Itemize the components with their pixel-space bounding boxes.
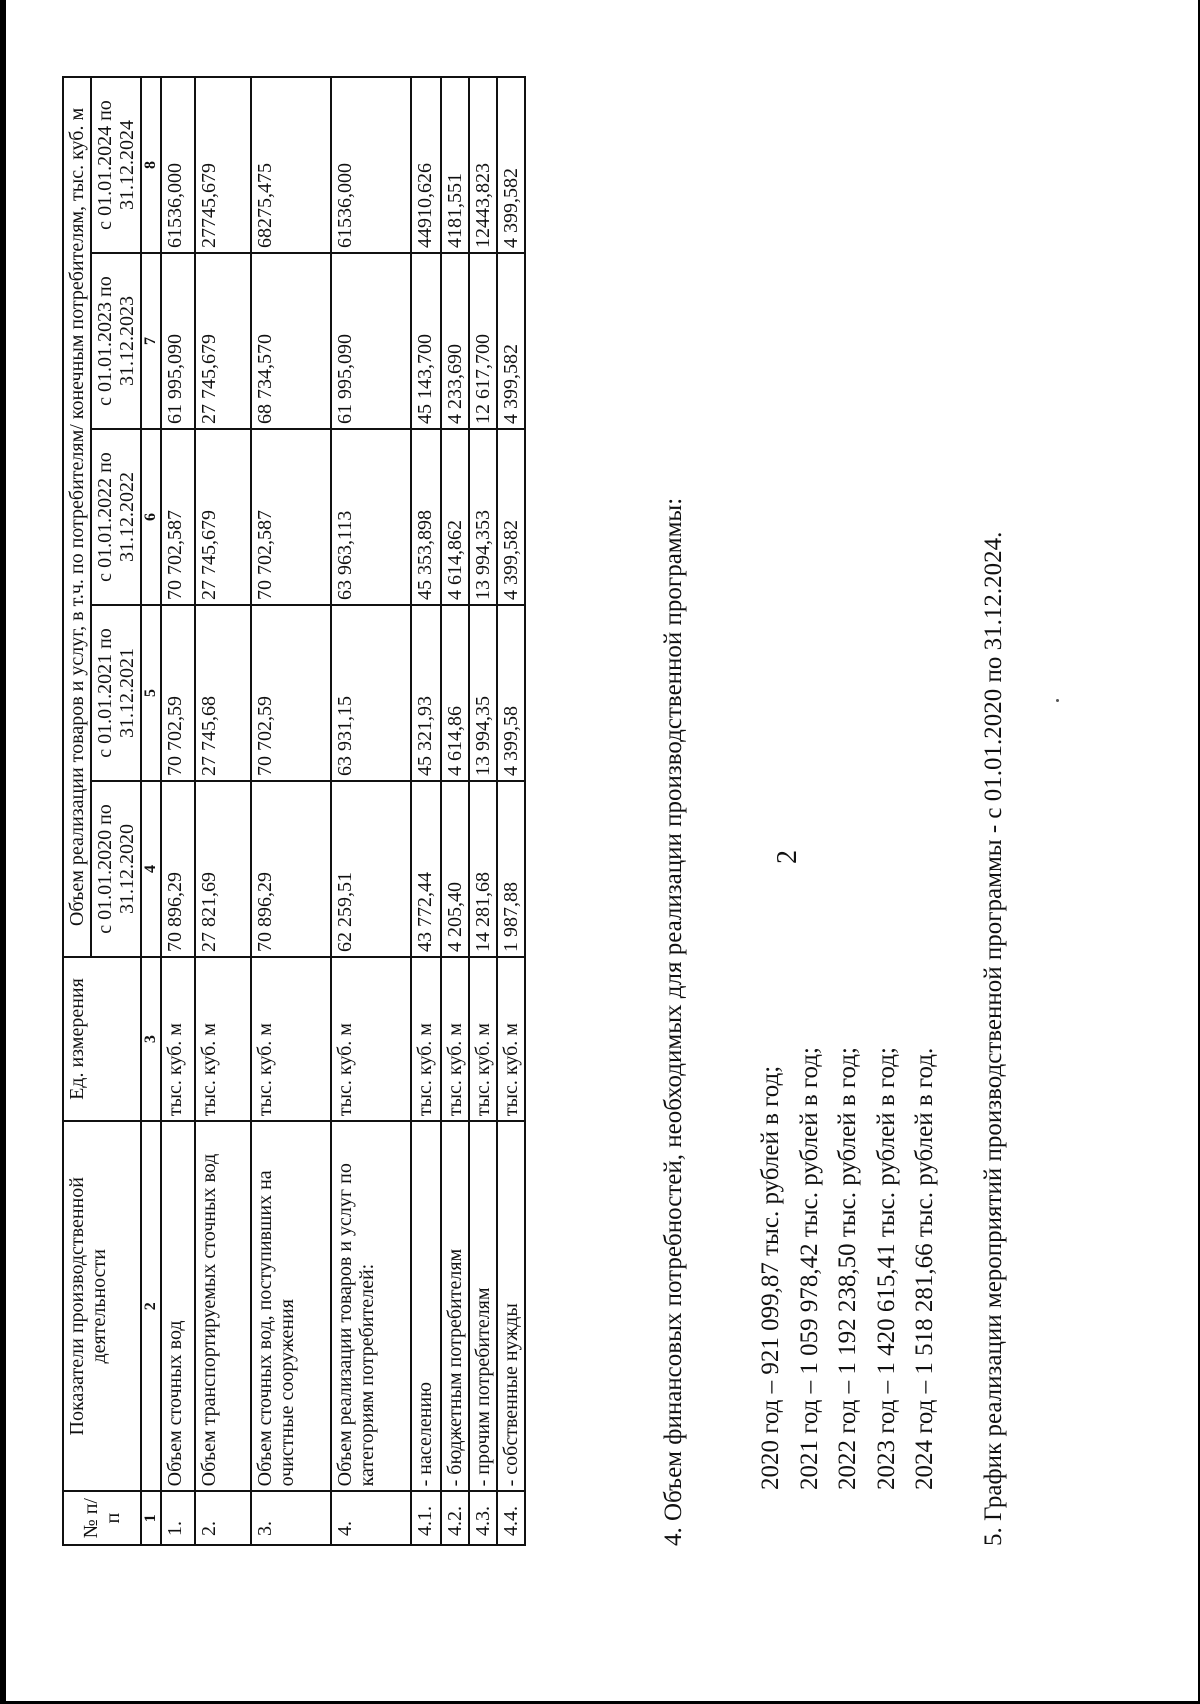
row-unit: тыс. куб. м xyxy=(469,957,497,1121)
header-indicator: Показатели производственной деятельности xyxy=(63,1121,141,1491)
row-unit: тыс. куб. м xyxy=(161,957,195,1121)
row-value: 1 987,88 xyxy=(497,781,525,957)
table-row xyxy=(161,77,195,1545)
row-number: 3. xyxy=(251,1491,331,1545)
header-period: с 01.01.2020 по 31.12.2020 xyxy=(91,781,141,957)
row-unit: тыс. куб. м xyxy=(195,957,251,1121)
row-number: 4.4. xyxy=(497,1491,525,1545)
row-unit: тыс. куб. м xyxy=(497,957,525,1121)
row-value: 70 702,59 xyxy=(251,605,331,781)
row-value: 13 994,35 xyxy=(469,605,497,781)
row-value: 27 745,679 xyxy=(195,253,251,429)
row-indicator-name: Объем сточных вод, поступивших на очистные сооружения xyxy=(251,1121,331,1491)
row-value: 43 772,44 xyxy=(411,781,441,957)
row-value: 61536,000 xyxy=(331,77,411,253)
header-period: с 01.01.2023 по 31.12.2023 xyxy=(91,253,141,429)
row-indicator-name: - населению xyxy=(411,1121,441,1491)
table-header-row xyxy=(63,77,91,1545)
financial-need-item: 2021 год – 1 059 978,42 тыс. рублей в год; xyxy=(795,1047,823,1490)
table-row xyxy=(195,77,251,1545)
row-indicator-name: Объем сточных вод xyxy=(161,1121,195,1491)
row-indicator-name: Объем реализации товаров и услуг по категориям потребителей: xyxy=(331,1121,411,1491)
row-indicator-name: - собственные нужды xyxy=(497,1121,525,1491)
row-value: 45 143,700 xyxy=(411,253,441,429)
row-value: 4 399,582 xyxy=(497,77,525,253)
row-value: 44910,626 xyxy=(411,77,441,253)
column-index: 1 xyxy=(141,1491,161,1545)
production-indicators-table xyxy=(62,76,526,1546)
row-unit: тыс. куб. м xyxy=(441,957,469,1121)
row-number: 4. xyxy=(331,1491,411,1545)
row-value: 61 995,090 xyxy=(331,253,411,429)
header-unit: Ед. измерения xyxy=(63,957,141,1121)
financial-need-item: 2020 год – 921 099,87 тыс. рублей в год; xyxy=(757,1065,784,1490)
row-value: 70 896,29 xyxy=(161,781,195,957)
row-value: 12443,823 xyxy=(469,77,497,253)
header-period: с 01.01.2022 по 31.12.2022 xyxy=(91,429,141,605)
row-value: 45 321,93 xyxy=(411,605,441,781)
header-num: № п/п xyxy=(63,1491,141,1545)
row-unit: тыс. куб. м xyxy=(411,957,441,1121)
table-row xyxy=(411,77,441,1545)
row-value: 70 702,587 xyxy=(251,429,331,605)
row-value: 27745,679 xyxy=(195,77,251,253)
row-value: 27 745,679 xyxy=(195,429,251,605)
row-value: 4 399,582 xyxy=(497,253,525,429)
row-value: 70 702,59 xyxy=(161,605,195,781)
table-row xyxy=(469,77,497,1545)
column-index: 7 xyxy=(141,253,161,429)
column-index: 4 xyxy=(141,781,161,957)
section-4-title: 4. Объем финансовых потребностей, необходимых для реализации производственной программы: xyxy=(660,497,687,1546)
column-index: 5 xyxy=(141,605,161,781)
row-value: 4181,551 xyxy=(441,77,469,253)
table-row xyxy=(497,77,525,1545)
header-period: с 01.01.2024 по 31.12.2024 xyxy=(91,77,141,253)
column-index: 3 xyxy=(141,957,161,1121)
row-unit: тыс. куб. м xyxy=(331,957,411,1121)
column-index: 8 xyxy=(141,77,161,253)
row-value: 68 734,570 xyxy=(251,253,331,429)
row-value: 63 931,15 xyxy=(331,605,411,781)
financial-need-item: 2023 год – 1 420 615,41 тыс. рублей в год; xyxy=(872,1047,900,1490)
row-value: 27 821,69 xyxy=(195,781,251,957)
column-index: 2 xyxy=(141,1121,161,1491)
row-value: 4 399,582 xyxy=(497,429,525,605)
row-value: 14 281,68 xyxy=(469,781,497,957)
row-value: 62 259,51 xyxy=(331,781,411,957)
header-period: с 01.01.2021 по 31.12.2021 xyxy=(91,605,141,781)
row-number: 4.1. xyxy=(411,1491,441,1545)
row-value: 61 995,090 xyxy=(161,253,195,429)
column-index: 6 xyxy=(141,429,161,605)
row-number: 4.2. xyxy=(441,1491,469,1545)
row-value: 70 702,587 xyxy=(161,429,195,605)
row-indicator-name: - прочим потребителям xyxy=(469,1121,497,1491)
section-5-title: 5. График реализации мероприятий производственной программы - с 01.01.2020 по 31.12.2024. xyxy=(980,531,1007,1546)
scan-speck xyxy=(1056,699,1059,702)
row-value: 63 963,113 xyxy=(331,429,411,605)
row-number: 4.3. xyxy=(469,1491,497,1545)
row-indicator-name: Объем транспортируемых сточных вод xyxy=(195,1121,251,1491)
row-value: 13 994,353 xyxy=(469,429,497,605)
row-value: 68275,475 xyxy=(251,77,331,253)
column-index-row xyxy=(141,77,161,1545)
row-unit: тыс. куб. м xyxy=(251,957,331,1121)
financial-needs-list xyxy=(752,1047,945,1490)
financial-need-item: 2024 год – 1 518 281,66 тыс. рублей в год. xyxy=(911,1047,938,1490)
row-number: 1. xyxy=(161,1491,195,1545)
table-row xyxy=(251,77,331,1545)
row-value: 4 233,690 xyxy=(441,253,469,429)
row-value: 4 614,86 xyxy=(441,605,469,781)
row-value: 12 617,700 xyxy=(469,253,497,429)
table-row xyxy=(441,77,469,1545)
row-value: 4 614,862 xyxy=(441,429,469,605)
row-value: 70 896,29 xyxy=(251,781,331,957)
row-value: 4 399,58 xyxy=(497,605,525,781)
financial-need-item: 2022 год – 1 192 238,50 тыс. рублей в год; xyxy=(834,1047,861,1490)
page-number: 2 xyxy=(772,850,803,864)
row-indicator-name: - бюджетным потребителям xyxy=(441,1121,469,1491)
row-number: 2. xyxy=(195,1491,251,1545)
header-volume-group: Объем реализации товаров и услуг, в т.ч. по потребителям/ конечным потребителям, тыс. куб. м xyxy=(63,77,91,957)
row-value: 61536,000 xyxy=(161,77,195,253)
row-value: 45 353,898 xyxy=(411,429,441,605)
row-value: 27 745,68 xyxy=(195,605,251,781)
row-value: 4 205,40 xyxy=(441,781,469,957)
table-row xyxy=(331,77,411,1545)
